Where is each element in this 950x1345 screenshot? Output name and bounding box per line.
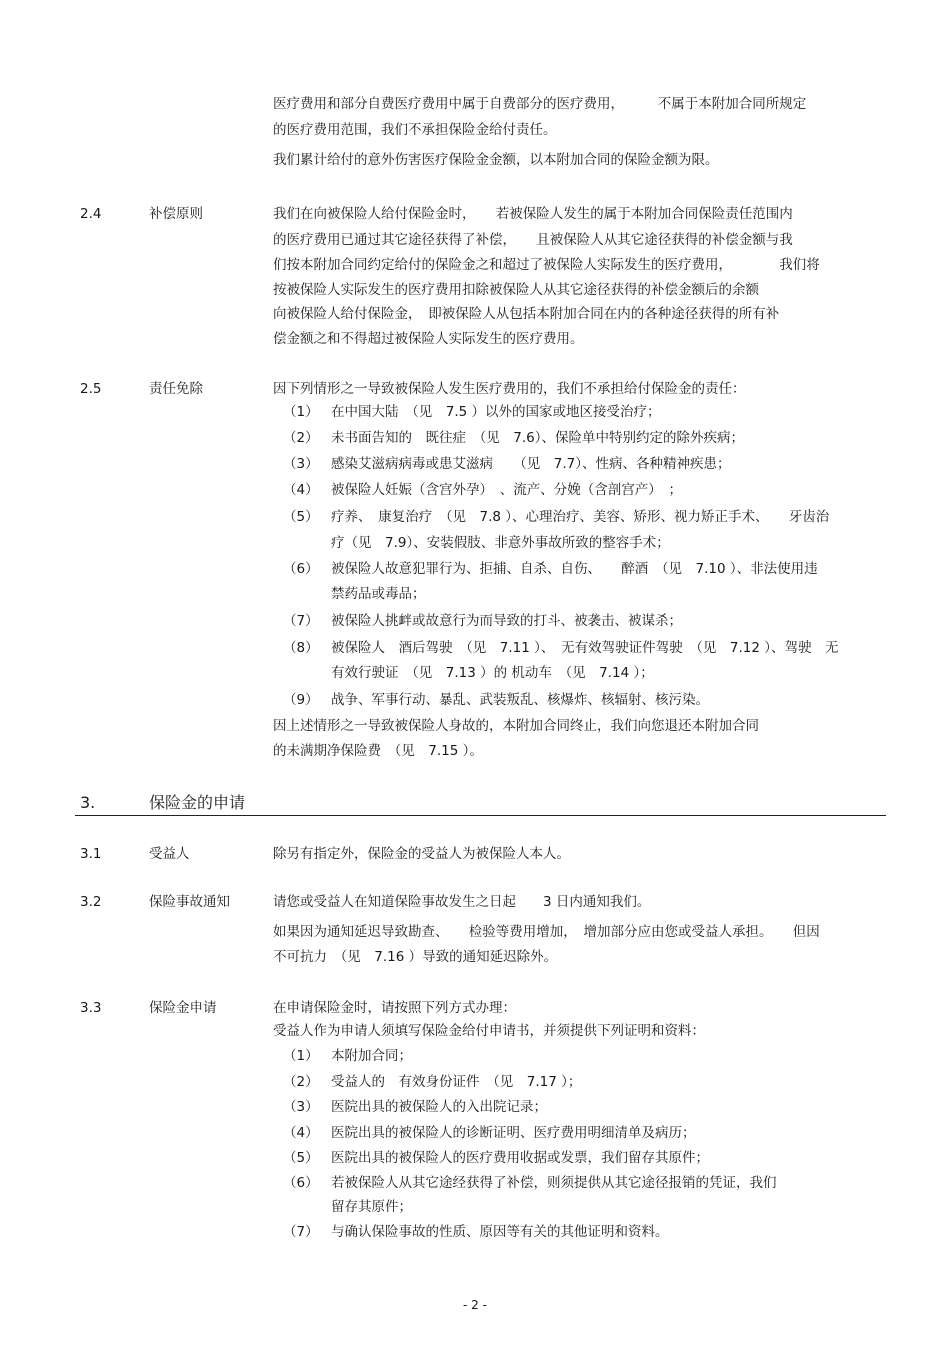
list-item-number: （1）: [283, 1048, 319, 1064]
paragraph-line: 因下列情形之一导致被保险人发生医疗费用的，我们不承担给付保险金的责任：: [273, 381, 746, 397]
list-item: 感染艾滋病病毒或患艾滋病 （见 7.7）、性病、各种精神疾患；: [331, 456, 731, 472]
list-item: 被保险人妊娠（含宫外孕） 、流产、分娩（含剖宫产） ；: [331, 482, 682, 498]
section-number: 3.: [80, 793, 96, 812]
paragraph-line: 医疗费用和部分自费医疗费用中属于自费部分的医疗费用， 不属于本附加合同所规定: [273, 96, 807, 112]
list-item: 未书面告知的 既往症 （见 7.6）、保险单中特别约定的除外疾病；: [331, 430, 744, 446]
list-item: 与确认保险事故的性质、原因等有关的其他证明和资料。: [331, 1224, 669, 1240]
list-item: 医院出具的被保险人的诊断证明、医疗费用明细清单及病历；: [331, 1125, 696, 1141]
list-item: 被保险人 酒后驾驶 （见 7.11 ）、 无有效驾驶证件驾驶 （见 7.12 ）、驾驶 无: [331, 640, 839, 656]
list-item-continuation: 留存其原件；: [331, 1199, 412, 1215]
list-item: 医院出具的被保险人的入出院记录；: [331, 1099, 547, 1115]
clause-title: 责任免除: [149, 381, 203, 397]
clause-number: 3.1: [80, 846, 102, 862]
paragraph-line: 的医疗费用已通过其它途径获得了补偿， 且被保险人从其它途径获得的补偿金额与我: [273, 232, 793, 248]
clause-title: 保险事故通知: [149, 894, 230, 910]
list-item-continuation: 有效行驶证 （见 7.13 ）的 机动车 （见 7.14 ）；: [331, 665, 654, 681]
list-item-number: （4）: [283, 482, 319, 498]
clause-number: 2.5: [80, 381, 102, 397]
clause-number: 2.4: [80, 206, 102, 222]
paragraph-line: 我们累计给付的意外伤害医疗保险金金额，以本附加合同的保险金额为限。: [273, 152, 719, 168]
paragraph-line: 我们在向被保险人给付保险金时， 若被保险人发生的属于本附加合同保险责任范围内: [273, 206, 793, 222]
list-item: 本附加合同；: [331, 1048, 412, 1064]
clause-number: 3.2: [80, 894, 102, 910]
list-item-number: （8）: [283, 640, 319, 656]
list-item: 被保险人故意犯罪行为、拒捕、自杀、自伤、 醉酒 （见 7.10 ）、非法使用违: [331, 561, 818, 577]
list-item-number: （7）: [283, 1224, 319, 1240]
paragraph-line: 请您或受益人在知道保险事故发生之日起 3 日内通知我们。: [273, 894, 651, 910]
paragraph-line: 在申请保险金时，请按照下列方式办理：: [273, 1000, 516, 1016]
paragraph-line: 向被保险人给付保险金， 即被保险人从包括本附加合同在内的各种途径获得的所有补: [273, 306, 780, 322]
paragraph-line: 不可抗力 （见 7.16 ）导致的通知延迟除外。: [273, 949, 558, 965]
paragraph-line: 们按本附加合同约定给付的保险金之和超过了被保险人实际发生的医疗费用， 我们将: [273, 257, 820, 273]
list-item: 受益人的 有效身份证件 （见 7.17 ）；: [331, 1074, 582, 1090]
paragraph-line: 偿金额之和不得超过被保险人实际发生的医疗费用。: [273, 331, 584, 347]
list-item: 在中国大陆 （见 7.5 ）以外的国家或地区接受治疗；: [331, 404, 661, 420]
list-item-number: （7）: [283, 613, 319, 629]
list-item-continuation: 禁药品或毒品；: [331, 586, 426, 602]
clause-number: 3.3: [80, 1000, 102, 1016]
list-item-number: （6）: [283, 561, 319, 577]
clause-title: 受益人: [149, 846, 190, 862]
paragraph-line: 受益人作为申请人须填写保险金给付申请书，并须提供下列证明和资料：: [273, 1023, 705, 1039]
list-item-number: （6）: [283, 1175, 319, 1191]
list-item-number: （5）: [283, 1150, 319, 1166]
clause-title: 补偿原则: [149, 206, 203, 222]
list-item-number: （2）: [283, 1074, 319, 1090]
section-divider: [75, 815, 886, 816]
page-number: - 2 -: [463, 1298, 487, 1312]
list-item-continuation: 疗（见 7.9）、安装假肢、非意外事故所致的整容手术；: [331, 535, 670, 551]
clause-title: 保险金申请: [149, 1000, 217, 1016]
list-item-number: （3）: [283, 456, 319, 472]
list-item-number: （2）: [283, 430, 319, 446]
paragraph-line: 除另有指定外，保险金的受益人为被保险人本人。: [273, 846, 570, 862]
list-item: 医院出具的被保险人的医疗费用收据或发票，我们留存其原件；: [331, 1150, 709, 1166]
list-item-number: （5）: [283, 509, 319, 525]
paragraph-line: 如果因为通知延迟导致勘查、 检验等费用增加， 增加部分应由您或受益人承担。 但因: [273, 924, 820, 940]
list-item-number: （4）: [283, 1125, 319, 1141]
paragraph-line: 的未满期净保险费 （见 7.15 ）。: [273, 743, 483, 759]
section-title: 保险金的申请: [149, 793, 246, 812]
list-item-number: （3）: [283, 1099, 319, 1115]
paragraph-line: 按被保险人实际发生的医疗费用扣除被保险人从其它途径获得的补偿金额后的余额: [273, 282, 759, 298]
paragraph-line: 因上述情形之一导致被保险人身故的，本附加合同终止，我们向您退还本附加合同: [273, 718, 759, 734]
paragraph-line: 的医疗费用范围，我们不承担保险金给付责任。: [273, 122, 557, 138]
list-item: 战争、军事行动、暴乱、武装叛乱、核爆炸、核辐射、核污染。: [331, 692, 709, 708]
list-item: 疗养、 康复治疗 （见 7.8 ）、心理治疗、美容、矫形、视力矫正手术、 牙齿治: [331, 509, 830, 525]
list-item: 被保险人挑衅或故意行为而导致的打斗、被袭击、被谋杀；: [331, 613, 682, 629]
list-item-number: （1）: [283, 404, 319, 420]
list-item-number: （9）: [283, 692, 319, 708]
list-item: 若被保险人从其它途经获得了补偿，则须提供从其它途径报销的凭证，我们: [331, 1175, 777, 1191]
